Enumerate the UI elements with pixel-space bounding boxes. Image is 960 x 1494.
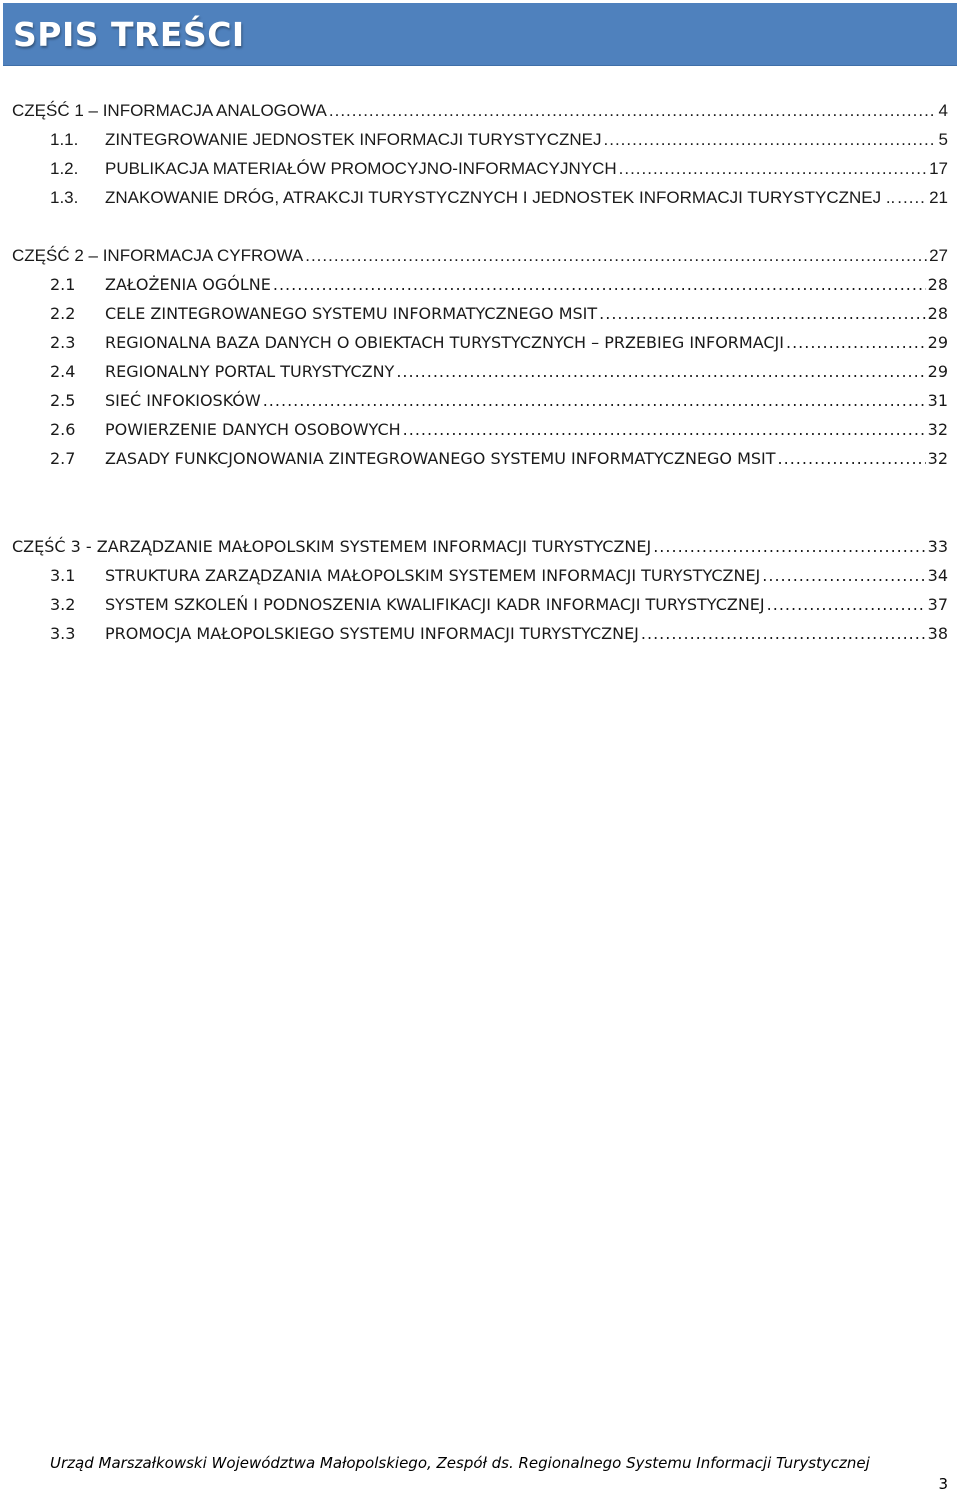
toc-number: 1.1.: [50, 130, 79, 149]
toc-leader-dots: [329, 96, 937, 125]
toc-leader-dots: [604, 125, 937, 154]
toc-entry-3-2[interactable]: [0, 590, 960, 619]
toc-label: STRUKTURA ZARZĄDZANIA MAŁOPOLSKIM SYSTEMEM INFORMACJI TURYSTYCZNEJ: [105, 566, 761, 585]
toc-label: SYSTEM SZKOLEŃ I PODNOSZENIA KWALIFIKACJI KADR INFORMACJI TURYSTYCZNEJ: [105, 595, 765, 614]
toc-number: 1.2.: [50, 159, 79, 178]
toc-entry-2-4[interactable]: [0, 357, 960, 386]
toc-page-number: 28: [927, 275, 948, 294]
toc-number: 2.3: [50, 333, 76, 352]
toc-label: ZINTEGROWANIE JEDNOSTEK INFORMACJI TURYSTYCZNEJ: [105, 130, 602, 149]
toc-number: 3.3: [50, 624, 76, 643]
toc-entry-2-7[interactable]: [0, 444, 960, 473]
toc-entry-2-1[interactable]: [0, 270, 960, 299]
toc-label: PROMOCJA MAŁOPOLSKIEGO SYSTEMU INFORMACJI TURYSTYCZNEJ: [105, 624, 639, 643]
toc-leader-dots: [897, 183, 927, 212]
toc-number: 3.1: [50, 566, 76, 585]
toc-label: CELE ZINTEGROWANEGO SYSTEMU INFORMATYCZNEGO MSIT: [105, 304, 598, 323]
toc-page-number: 17: [929, 159, 948, 178]
toc-page-number: 37: [927, 595, 948, 614]
toc-leader-dots: [619, 154, 927, 183]
page-title: SPIS TREŚCI: [13, 15, 245, 54]
toc-page-number: 5: [938, 130, 948, 149]
toc-label: CZĘŚĆ 2 – INFORMACJA CYFROWA: [12, 246, 304, 265]
toc-entry-1-3[interactable]: [0, 183, 960, 212]
toc-label: CZĘŚĆ 1 – INFORMACJA ANALOGOWA: [12, 101, 327, 120]
toc-label: CZĘŚĆ 3 - ZARZĄDZANIE MAŁOPOLSKIM SYSTEMEM INFORMACJI TURYSTYCZNEJ: [12, 537, 652, 556]
toc-page-number: 4: [938, 101, 948, 120]
toc-leader-dots: [653, 532, 925, 561]
toc-number: 2.2: [50, 304, 76, 323]
toc-leader-dots: [786, 328, 926, 357]
toc-entry-2-6[interactable]: [0, 415, 960, 444]
toc-number: 2.1: [50, 275, 76, 294]
toc-number: 2.7: [50, 449, 76, 468]
toc-entry-1-2[interactable]: [0, 154, 960, 183]
toc-leader-dots: [767, 590, 926, 619]
toc-leader-dots: [305, 241, 927, 270]
toc-page-number: 29: [927, 362, 948, 381]
toc-label: ZNAKOWANIE DRÓG, ATRAKCJI TURYSTYCZNYCH I JEDNOSTEK INFORMACJI TURYSTYCZNEJ ..: [105, 188, 896, 207]
toc-entry-part3[interactable]: [0, 532, 960, 561]
toc-page-number: 31: [927, 391, 948, 410]
toc-page-number: 33: [927, 537, 948, 556]
title-banner: [3, 3, 957, 66]
toc-page-number: 38: [927, 624, 948, 643]
toc-page-number: 21: [929, 188, 948, 207]
toc-leader-dots: [263, 386, 926, 415]
toc-leader-dots: [762, 561, 925, 590]
toc-page-number: 29: [927, 333, 948, 352]
toc-label: PUBLIKACJA MATERIAŁÓW PROMOCYJNO-INFORMACYJNYCH: [105, 159, 617, 178]
toc-number: 2.5: [50, 391, 76, 410]
toc-number: 1.3.: [50, 188, 79, 207]
toc-page-number: 27: [929, 246, 948, 265]
toc-leader-dots: [396, 357, 925, 386]
toc-entry-2-5[interactable]: [0, 386, 960, 415]
toc-number: 2.6: [50, 420, 76, 439]
toc-entry-part2[interactable]: [0, 241, 960, 270]
toc-entry-part1[interactable]: [0, 96, 960, 125]
toc-number: 3.2: [50, 595, 76, 614]
toc-label: ZASADY FUNKCJONOWANIA ZINTEGROWANEGO SYSTEMU INFORMATYCZNEGO MSIT: [105, 449, 776, 468]
toc-label: ZAŁOŻENIA OGÓLNE: [105, 275, 271, 294]
toc-leader-dots: [599, 299, 925, 328]
toc-page-number: 28: [927, 304, 948, 323]
toc-label: REGIONALNA BAZA DANYCH O OBIEKTACH TURYSTYCZNYCH – PRZEBIEG INFORMACJI: [105, 333, 784, 352]
toc-entry-1-1[interactable]: [0, 125, 960, 154]
toc-leader-dots: [273, 270, 926, 299]
toc-page-number: 32: [927, 449, 948, 468]
toc-label: POWIERZENIE DANYCH OSOBOWYCH: [105, 420, 401, 439]
toc-entry-3-3[interactable]: [0, 619, 960, 648]
toc-entry-2-3[interactable]: [0, 328, 960, 357]
toc-leader-dots: [403, 415, 926, 444]
toc-page-number: 34: [927, 566, 948, 585]
toc-label: SIEĆ INFOKIOSKÓW: [105, 391, 261, 410]
page-number: 3: [938, 1475, 948, 1493]
toc-label: REGIONALNY PORTAL TURYSTYCZNY: [105, 362, 395, 381]
page-footer: Urząd Marszałkowski Województwa Małopolskiego, Zespół ds. Regionalnego Systemu Informacji Turystycznej: [50, 1454, 870, 1472]
toc-leader-dots: [778, 444, 926, 473]
toc-entry-2-2[interactable]: [0, 299, 960, 328]
toc-page-number: 32: [927, 420, 948, 439]
toc-leader-dots: [641, 619, 926, 648]
toc-entry-3-1[interactable]: [0, 561, 960, 590]
toc-number: 2.4: [50, 362, 76, 381]
